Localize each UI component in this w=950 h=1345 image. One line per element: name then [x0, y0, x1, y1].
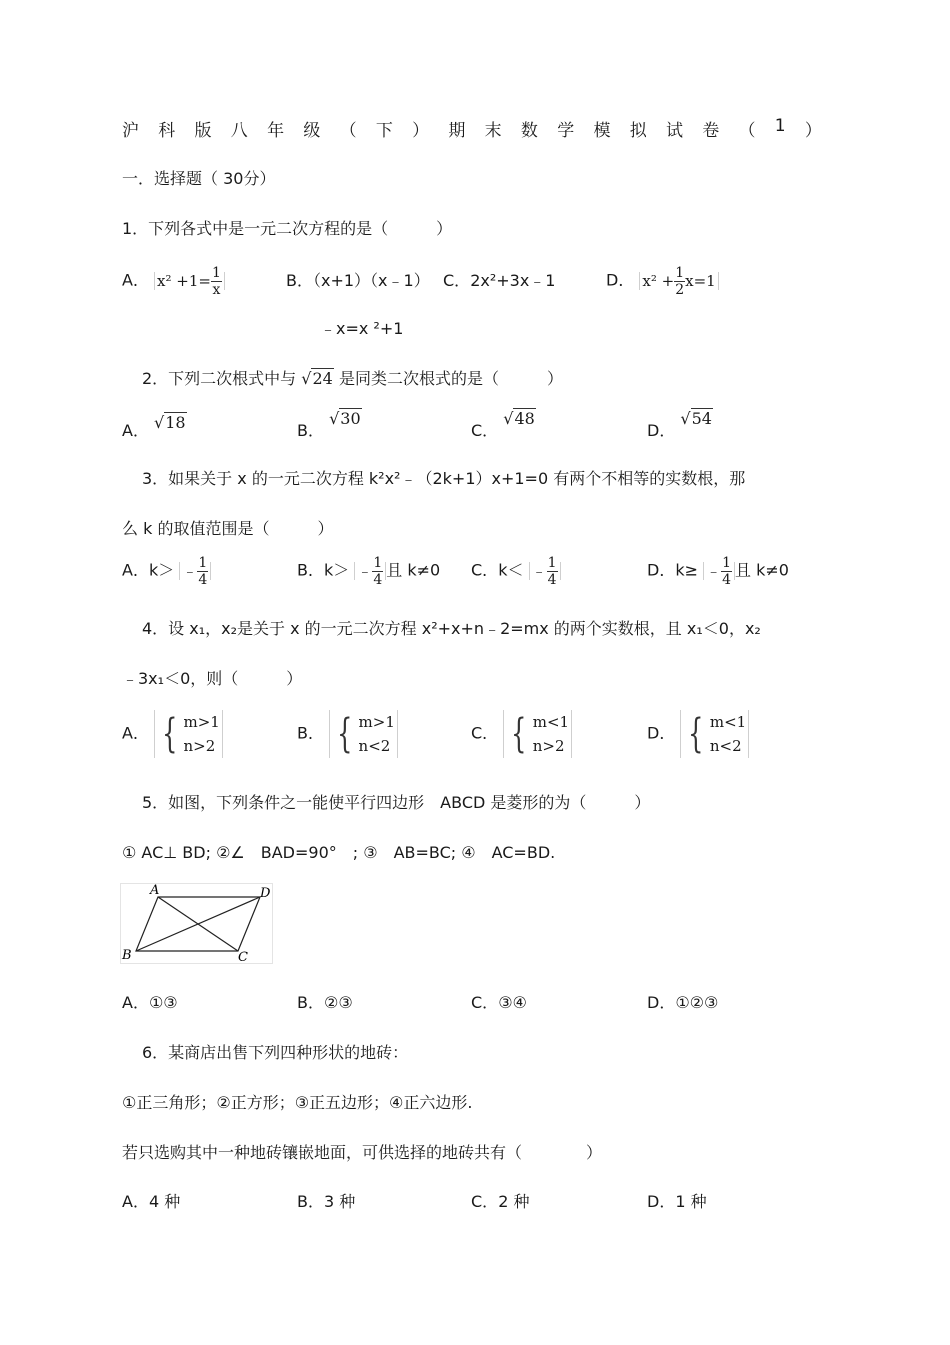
q3-option-d [647, 556, 789, 587]
left-brace-icon: { [511, 711, 527, 757]
title-char: ） [804, 121, 822, 141]
title-char: 卷 [702, 121, 720, 141]
title-char: 年 [267, 121, 285, 141]
radicand: 24 [312, 369, 333, 388]
q3-option-b [297, 556, 440, 587]
option-label: A． [122, 993, 149, 1012]
option-label: D． [647, 993, 676, 1012]
option-text: ①③ [148, 993, 178, 1012]
q3-option-c [471, 556, 561, 587]
system-line: m<1 [709, 713, 747, 731]
fraction [547, 556, 558, 587]
option-label: C． [471, 1192, 499, 1211]
title-char: 下 [375, 121, 393, 141]
q6-option-a [122, 1189, 180, 1212]
option-label: B． [297, 560, 324, 580]
option-text: k＞ [323, 560, 350, 580]
parallelogram-figure [120, 883, 275, 965]
section-heading: 一．选择题（ 30分） [122, 169, 276, 188]
fraction-box [179, 555, 211, 588]
title-char: 数 [520, 121, 538, 141]
q6-question: 若只选购其中一种地砖镶嵌地面，可供选择的地砖共有（ ） [122, 1143, 603, 1162]
title-char: 级 [303, 121, 321, 141]
q5-conditions: ① AC⊥ BD; ②∠ BAD=90° ; ③ AB=BC; ④ AC=BD. [122, 843, 556, 862]
q5-option-c [471, 990, 527, 1013]
minus-sign: ﹣ [357, 561, 373, 580]
option-text: （x+1）（x﹣1） [312, 271, 430, 290]
radicand: 54 [691, 409, 712, 428]
option-label: A． [122, 1192, 149, 1211]
fraction [721, 556, 732, 587]
sqrt-option: √48 [503, 409, 535, 428]
formula-left: x² + [642, 271, 675, 290]
title-char: 版 [194, 121, 212, 141]
denominator: 4 [198, 572, 208, 588]
formula-left: x² +1= [157, 271, 211, 290]
q4-option-b [297, 710, 398, 758]
q6-option-c [471, 1189, 529, 1212]
left-brace-icon: { [688, 711, 704, 757]
option-label: A． [122, 421, 149, 440]
option-text: k＞ [148, 560, 175, 580]
numerator: 1 [722, 555, 732, 571]
denominator: 4 [373, 572, 383, 588]
option-text: ①②③ [675, 993, 719, 1012]
equation-system [503, 710, 572, 758]
q2-option-d [647, 406, 713, 440]
fraction-box [529, 555, 561, 588]
option-text: 4 种 [148, 1192, 181, 1211]
vertex-label-c: C [238, 950, 248, 965]
title-char: 沪 [122, 121, 139, 141]
title-char: 1 [774, 116, 786, 136]
sqrt-option: √30 [329, 409, 361, 428]
q6-option-d [647, 1189, 707, 1212]
option-label: B． [297, 723, 324, 743]
q1-stem: 1．下列各式中是一元二次方程的是（ ） [122, 219, 453, 238]
option-label: B． [297, 421, 324, 440]
option-label: A． [122, 723, 149, 743]
radicand: 48 [514, 409, 535, 428]
q1-option-c [443, 268, 556, 291]
q1-a-formula [154, 265, 225, 298]
numerator: 1 [675, 265, 685, 281]
option-label: A． [122, 270, 149, 290]
fraction [372, 556, 383, 587]
q1-d-formula [639, 265, 718, 298]
q5-option-b [297, 990, 353, 1013]
option-text: 3 种 [323, 1192, 356, 1211]
sqrt-option: √18 [154, 413, 186, 432]
stem-text: 是同类二次根式的是（ ） [338, 369, 563, 388]
q4-stem-line1: 4．设 x₁，x₂是关于 x 的一元二次方程 x²+x+n﹣2=mx 的两个实数根，且 x₁＜0，x₂ [142, 619, 761, 638]
system-line: m>1 [358, 713, 395, 731]
formula-right: x=1 [685, 271, 716, 290]
option-label: D． [647, 723, 676, 743]
option-label: B． [297, 1192, 324, 1211]
q6-stem: 6．某商店出售下列四种形状的地砖： [142, 1043, 409, 1062]
title-char: 期 [448, 121, 466, 141]
denominator: 4 [722, 572, 732, 588]
system-line: n>2 [183, 737, 216, 755]
vertex-label-b: B [122, 948, 132, 963]
title-char: 拟 [629, 121, 647, 141]
system-line: n<2 [358, 737, 391, 755]
q4-stem-line2: ﹣3x₁＜0，则（ ） [122, 669, 303, 688]
q4-option-c [471, 710, 572, 758]
radicand: 30 [340, 409, 361, 428]
q5-option-a [122, 990, 178, 1013]
fraction [211, 266, 222, 297]
option-text: ③④ [498, 993, 527, 1012]
title-char: （ [738, 121, 756, 141]
option-label: A． [122, 560, 149, 580]
q3-option-a [122, 556, 211, 587]
q1-option-b [286, 268, 430, 291]
numerator: 1 [198, 555, 208, 571]
system-line: m>1 [183, 713, 220, 731]
option-label: B． [297, 993, 324, 1012]
fraction-box [354, 555, 386, 588]
equation-system [680, 710, 749, 758]
title-char: 学 [557, 121, 575, 141]
minus-sign: ﹣ [531, 561, 547, 580]
numerator: 1 [547, 555, 557, 571]
q1-option-b-continued: ﹣x=x ²+1 [320, 319, 404, 338]
minus-sign: ﹣ [182, 561, 198, 580]
option-label: C． [471, 993, 499, 1012]
option-label: C． [471, 421, 499, 440]
system-line: n>2 [532, 737, 565, 755]
fraction [674, 266, 685, 297]
title-char: 末 [484, 121, 502, 141]
q4-option-a [122, 710, 223, 758]
q1-option-a [122, 266, 225, 297]
minus-sign: ﹣ [706, 561, 722, 580]
system-line: n<2 [709, 737, 742, 755]
title-char: 模 [593, 121, 611, 141]
title-char: 试 [665, 121, 683, 141]
title-char: ） [412, 121, 430, 141]
option-label: D． [647, 1192, 676, 1211]
option-text: 且 k≠0 [735, 560, 789, 580]
q2-option-a [122, 410, 187, 440]
option-text: 2 种 [498, 1192, 530, 1211]
fraction-box [703, 555, 735, 588]
q1-option-d [606, 266, 719, 297]
equation-system [154, 710, 223, 758]
option-text: 1 种 [675, 1192, 707, 1211]
vertex-label-d: D [260, 886, 271, 901]
denominator: 4 [547, 572, 557, 588]
system-line: m<1 [532, 713, 570, 731]
option-label: D． [606, 270, 635, 290]
q2-option-b [297, 406, 362, 440]
option-text: k≥ [675, 560, 698, 580]
option-label: C． [471, 560, 499, 580]
sqrt-24: √24 [301, 369, 333, 388]
vertex-label-a: A [150, 883, 160, 898]
q3-stem-line1: 3．如果关于 x 的一元二次方程 k²x²﹣（2k+1）x+1=0 有两个不相等的实数根，那 [142, 469, 746, 488]
q2-option-c [471, 406, 536, 440]
denominator: 2 [675, 282, 685, 298]
radicand: 18 [165, 413, 186, 432]
option-text: ②③ [323, 993, 353, 1012]
page-title [122, 116, 822, 141]
option-label: B． [286, 271, 313, 290]
q2-stem [142, 366, 563, 389]
title-char: 八 [230, 121, 248, 141]
left-brace-icon: { [162, 711, 178, 757]
option-text: k＜ [498, 560, 524, 580]
denominator: x [212, 282, 221, 298]
option-text: 2x²+3x﹣1 [470, 271, 556, 290]
q5-stem: 5．如图，下列条件之一能使平行四边形 ABCD 是菱形的为（ ） [142, 793, 651, 812]
numerator: 1 [373, 555, 383, 571]
title-char: 科 [158, 121, 176, 141]
numerator: 1 [211, 265, 221, 281]
equation-system [329, 710, 398, 758]
fraction [197, 556, 208, 587]
left-brace-icon: { [337, 711, 353, 757]
q6-shapes: ①正三角形；②正方形；③正五边形；④正六边形. [122, 1093, 473, 1112]
title-char: （ [339, 121, 357, 141]
option-label: D． [647, 421, 676, 440]
option-label: D． [647, 560, 676, 580]
option-label: C． [471, 723, 499, 743]
q4-option-d [647, 710, 749, 758]
option-label: C． [443, 271, 471, 290]
sqrt-option: √54 [680, 409, 712, 428]
stem-text: 2．下列二次根式中与 [142, 369, 297, 388]
q3-stem-line2: 么 k 的取值范围是（ ） [122, 519, 334, 538]
q5-option-d [647, 990, 718, 1013]
q6-option-b [297, 1189, 355, 1212]
option-text: 且 k≠0 [386, 560, 441, 580]
